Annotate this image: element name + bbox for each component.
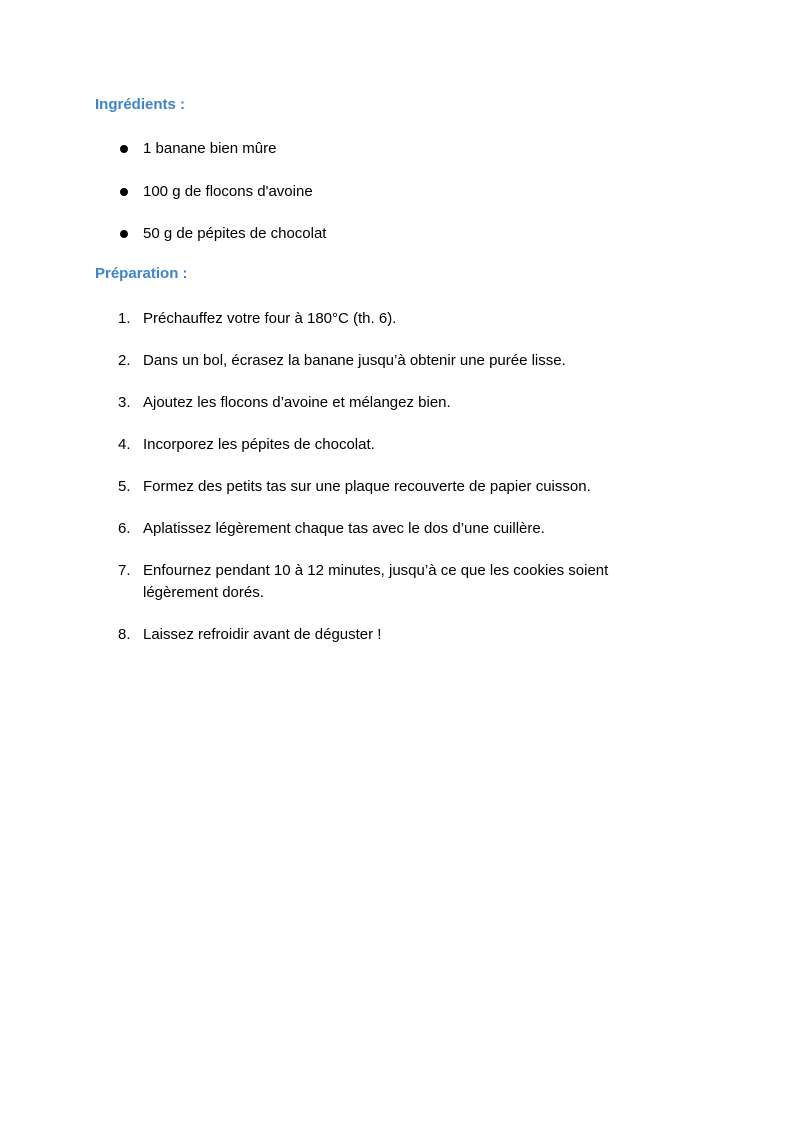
preparation-step xyxy=(0,308,791,330)
step-text: Formez des petits tas sur une plaque recouverte de papier cuisson. xyxy=(143,478,591,495)
step-text: Aplatissez légèrement chaque tas avec le dos d’une cuillère. xyxy=(143,520,545,537)
step-text: Ajoutez les flocons d’avoine et mélangez bien. xyxy=(143,394,451,411)
step-text: Enfournez pendant 10 à 12 minutes, jusqu’à ce que les cookies soient légèrement dorés. xyxy=(143,562,609,601)
preparation-steps-list xyxy=(0,308,791,666)
step-number: 4. xyxy=(118,436,131,453)
step-text: Préchauffez votre four à 180°C (th. 6). xyxy=(143,310,397,327)
preparation-step xyxy=(0,518,791,540)
step-number: 8. xyxy=(118,626,131,643)
ingredients-heading: Ingrédients : xyxy=(95,96,186,113)
bullet-dot-icon xyxy=(120,145,128,153)
preparation-step xyxy=(0,476,791,498)
step-text: Laissez refroidir avant de déguster ! xyxy=(143,626,382,643)
ingredient-item xyxy=(0,138,791,181)
step-number: 3. xyxy=(118,394,131,411)
step-number: 1. xyxy=(118,310,131,327)
ingredient-text: 1 banane bien mûre xyxy=(143,140,277,157)
step-number: 2. xyxy=(118,352,131,369)
ingredient-item xyxy=(0,181,791,224)
bullet-dot-icon xyxy=(120,230,128,238)
preparation-heading: Préparation : xyxy=(95,265,188,282)
step-text: Dans un bol, écrasez la banane jusqu’à obtenir une purée lisse. xyxy=(143,352,566,369)
bullet-dot-icon xyxy=(120,188,128,196)
preparation-step xyxy=(0,624,791,646)
step-number: 6. xyxy=(118,520,131,537)
ingredient-text: 50 g de pépites de chocolat xyxy=(143,225,327,242)
preparation-step xyxy=(0,434,791,456)
ingredient-text: 100 g de flocons d'avoine xyxy=(143,182,313,200)
step-text: Incorporez les pépites de chocolat. xyxy=(143,436,375,453)
ingredient-item xyxy=(0,223,791,266)
ingredients-list xyxy=(0,138,791,266)
preparation-step xyxy=(0,350,791,372)
preparation-step xyxy=(0,392,791,414)
step-number: 5. xyxy=(118,478,131,495)
step-number: 7. xyxy=(118,562,131,579)
preparation-step xyxy=(0,560,791,604)
